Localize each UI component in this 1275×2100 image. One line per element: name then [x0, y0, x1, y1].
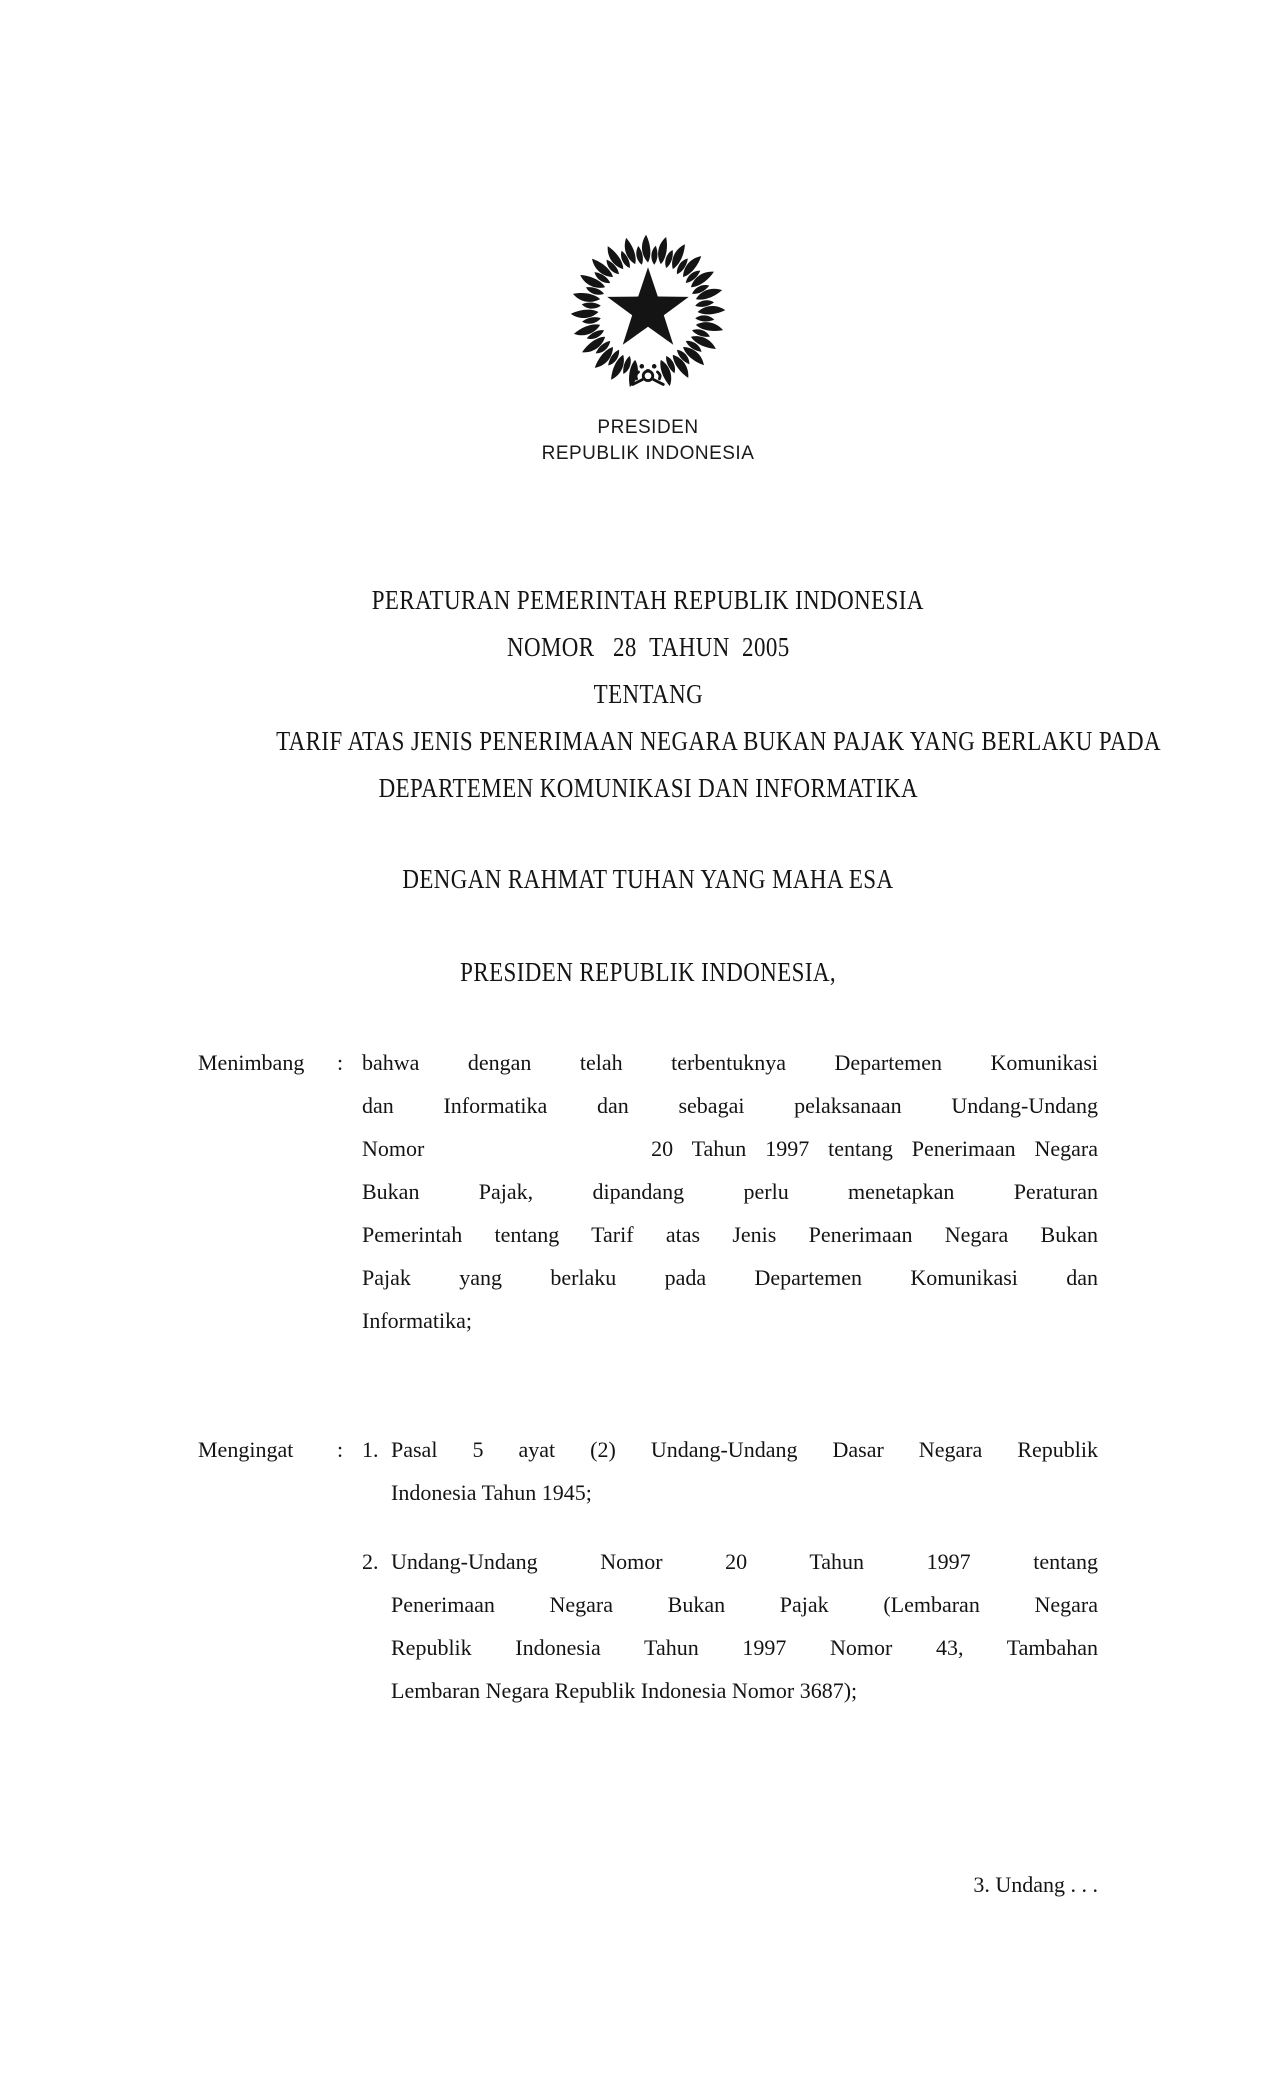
star-wreath-icon — [567, 231, 729, 393]
menimbang-line: Bukan Pajak, dipandang perlu menetapkan Peraturan — [362, 1179, 1098, 1204]
mengingat-label: Mengingat — [198, 1437, 294, 1462]
menimbang-line: Pemerintah tentang Tarif atas Jenis Penerimaan Negara Bukan — [362, 1222, 1098, 1247]
invocation-line: DENGAN RAHMAT TUHAN YANG MAHA ESA — [402, 864, 894, 894]
mengingat-item-1 — [362, 1428, 1098, 1514]
letterhead-republik-indonesia: REPUBLIK INDONESIA — [541, 443, 755, 464]
mengingat-item-2 — [362, 1540, 1098, 1712]
mengingat-body — [362, 1428, 1098, 1712]
letterhead — [198, 415, 1098, 467]
item-line: Penerimaan Negara Bukan Pajak (Lembaran Negara — [391, 1592, 1098, 1617]
item-line: Undang-Undang Nomor 20 Tahun 1997 tentang — [391, 1549, 1098, 1574]
item-line: Lembaran Negara Republik Indonesia Nomor 3687); — [391, 1678, 858, 1703]
title-line-nomor: NOMOR 28 TAHUN 2005 — [506, 632, 790, 662]
mengingat-colon: : — [337, 1437, 344, 1462]
item-text — [391, 1428, 1098, 1514]
star-icon — [607, 267, 689, 345]
item-number: 1. — [362, 1437, 379, 1462]
menimbang-label: Menimbang — [198, 1050, 305, 1075]
title-line-tentang: TENTANG — [593, 679, 703, 709]
regulation-title — [198, 577, 1161, 812]
catchword: 3. Undang . . . — [973, 1872, 1098, 1897]
title-line-subject-2: DEPARTEMEN KOMUNIKASI DAN INFORMATIKA — [378, 773, 918, 803]
item-text — [391, 1540, 1098, 1712]
item-line: Republik Indonesia Tahun 1997 Nomor 43, Tambahan — [391, 1635, 1098, 1660]
menimbang-colon: : — [337, 1050, 344, 1075]
letterhead-presiden: PRESIDEN — [597, 417, 699, 438]
title-line-jenis: PERATURAN PEMERINTAH REPUBLIK INDONESIA — [371, 585, 925, 615]
mengingat-section — [198, 1428, 1098, 1712]
menimbang-body — [362, 1041, 1098, 1342]
issuer-line: PRESIDEN REPUBLIK INDONESIA, — [460, 957, 836, 987]
title-line-subject-1: TARIF ATAS JENIS PENERIMAAN NEGARA BUKAN PAJAK YANG BERLAKU PADA — [276, 726, 1161, 756]
national-emblem — [567, 231, 729, 393]
item-line: Pasal 5 ayat (2) Undang-Undang Dasar Negara Republik — [391, 1437, 1098, 1462]
menimbang-section — [198, 1041, 1098, 1342]
menimbang-line: Pajak yang berlaku pada Departemen Komunikasi dan — [362, 1265, 1098, 1290]
menimbang-line: bahwa dengan telah terbentuknya Departemen Komunikasi — [362, 1050, 1098, 1075]
menimbang-line: Informatika; — [362, 1308, 472, 1333]
item-line: Indonesia Tahun 1945; — [391, 1480, 592, 1505]
item-number: 2. — [362, 1549, 379, 1574]
menimbang-line: dan Informatika dan sebagai pelaksanaan Undang-Undang — [362, 1093, 1098, 1118]
menimbang-line: Nomor 20 Tahun 1997 tentang Penerimaan Negara — [362, 1136, 1098, 1161]
